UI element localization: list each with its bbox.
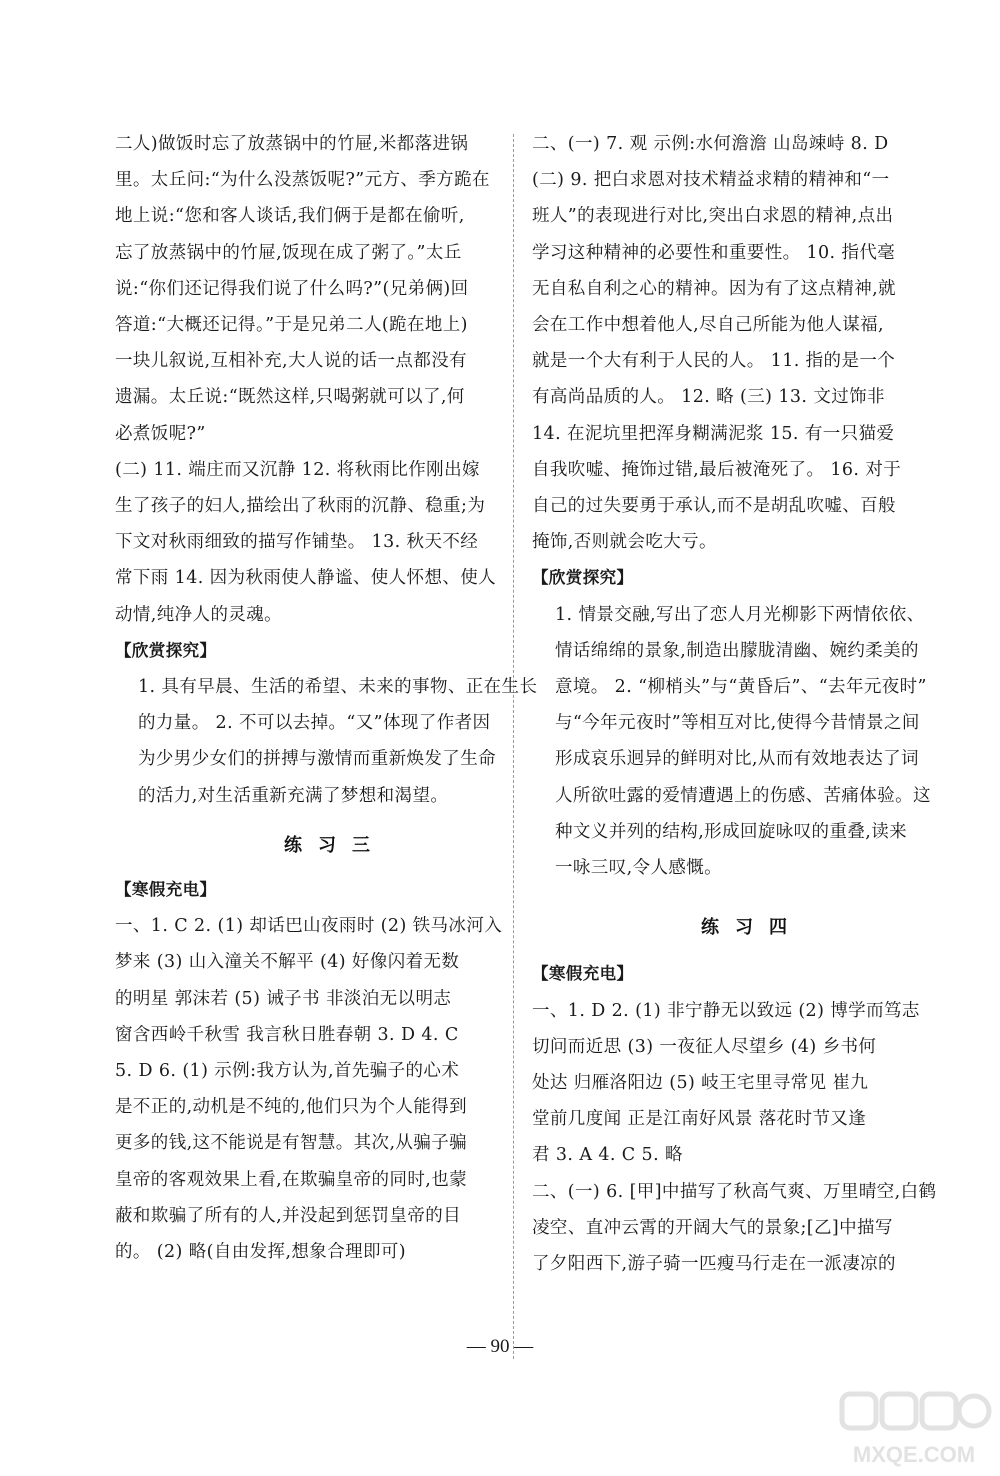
right-holiday-answers: [532, 993, 972, 1174]
text-line: 处达 归雁洛阳边 (5) 岐王宅里寻常见 崔九: [532, 1073, 869, 1094]
text-line: 人所欲吐露的爱情遭遇上的伤感、苦痛体验。这: [555, 785, 931, 806]
text-line: 下文对秋雨细致的描写作铺垫。 13. 秋天不经: [115, 532, 479, 553]
text-line: 学习这种精神的必要性和重要性。 10. 指代毫: [532, 242, 896, 263]
text-line: 梦来 (3) 山入潼关不解平 (4) 好像闪着无数: [115, 952, 460, 973]
text-line: 二人)做饭时忘了放蒸锅中的竹屉,米都落进锅: [115, 134, 469, 154]
text-line: 一咏三叹,令人感慨。: [555, 858, 723, 879]
text-line: 遗漏。太丘说:“既然这样,只喝粥就可以了,何: [115, 387, 465, 408]
text-line: 自己的过失要勇于承认,而不是胡乱吹嘘、百般: [532, 496, 896, 517]
watermark-text: MXQE.COM: [852, 1442, 976, 1467]
text-line: 是不正的,动机是不纯的,他们只为个人能得到: [115, 1097, 468, 1118]
left-appreciation-heading: 【欣赏探究】: [115, 640, 217, 660]
text-line: 更多的钱,这不能说是有智慧。其次,从骗子骗: [115, 1133, 468, 1154]
right-appreciation-heading: 【欣赏探究】: [532, 568, 634, 588]
text-line: 的。 (2) 略(自由发挥,想象合理即可): [115, 1242, 407, 1263]
text-line: 君 3. A 4. C 5. 略: [532, 1145, 683, 1166]
text-line: 无自私自利之心的精神。因为有了这点精神,就: [532, 278, 896, 299]
right-appreciation-answers: [532, 597, 972, 887]
text-line: 的明星 郭沫若 (5) 诫子书 非淡泊无以明志: [115, 988, 452, 1009]
text-line: 凌空、直冲云霄的开阔大气的景象;[乙]中描写: [532, 1217, 893, 1238]
text-line: 与“今年元夜时”等相互对比,使得今昔情景之间: [555, 713, 920, 734]
text-line: 说:“你们还记得我们说了什么吗?”(兄弟俩)回: [115, 278, 469, 299]
text-line: 为少男少女们的拼搏与激情而重新焕发了生命: [138, 749, 496, 770]
text-line: 形成哀乐迥异的鲜明对比,从而有效地表达了词: [555, 749, 919, 770]
left-holiday-heading: 【寒假充电】: [115, 880, 217, 900]
section-title-exercise-4: 练习四: [701, 917, 803, 939]
text-line: 就是一个大有利于人民的人。 11. 指的是一个: [532, 351, 896, 372]
text-line: 了夕阳西下,游子骑一匹瘦马行走在一派凄凉的: [532, 1254, 896, 1275]
text-line: 生了孩子的妇人,描绘出了秋雨的沉静、稳重;为: [115, 496, 486, 517]
text-line: 会在工作中想着他人,尽自己所能为他人谋福,: [532, 315, 885, 336]
text-line: 14. 在泥坑里把浑身糊满泥浆 15. 有一只猫爱: [532, 423, 895, 444]
text-line: 的力量。 2. 不可以去掉。“又”体现了作者因: [138, 713, 491, 734]
text-line: 班人”的表现进行对比,突出白求恩的精神,点出: [532, 206, 894, 227]
page-number: — 90 —: [466, 1336, 534, 1357]
right-part2-answers: [532, 126, 972, 560]
watermark-mark-icon: [842, 1394, 989, 1428]
text-line: 必煮饭呢?”: [115, 423, 206, 444]
continued-translation: [115, 126, 555, 452]
text-line: 地上说:“您和客人谈话,我们俩于是都在偷听,: [115, 206, 465, 227]
text-line: 常下雨 14. 因为秋雨使人静谧、使人怀想、使人: [115, 568, 497, 589]
right-part2b-answers: [532, 1174, 972, 1283]
left-holiday-answers: [115, 908, 555, 1270]
text-line: 5. D 6. (1) 示例:我方认为,首先骗子的心术: [115, 1061, 460, 1082]
text-line: 动情,纯净人的灵魂。: [115, 604, 283, 625]
text-line: 堂前几度闻 正是江南好风景 落花时节又逢: [532, 1109, 867, 1130]
right-holiday-heading: 【寒假充电】: [532, 964, 634, 984]
left-column: [115, 126, 555, 1270]
watermark-logo: [834, 1388, 994, 1472]
text-line: 自我吹嘘、掩饰过错,最后被淹死了。 16. 对于: [532, 459, 902, 480]
text-line: 忘了放蒸锅中的竹屉,饭现在成了粥了。”太丘: [115, 242, 462, 263]
text-line: 1. 情景交融,写出了恋人月光柳影下两情依依、: [555, 604, 925, 625]
section-title-exercise-3: 练习三: [284, 834, 386, 856]
text-line: 窗含西岭千秋雪 我言秋日胜春朝 3. D 4. C: [115, 1024, 459, 1045]
text-line: 情话绵绵的景象,制造出朦胧清幽、婉约柔美的: [555, 640, 919, 661]
text-line: 一、1. D 2. (1) 非宁静无以致远 (2) 博学而笃志: [532, 1000, 920, 1021]
text-line: 1. 具有早晨、生活的希望、未来的事物、正在生长: [138, 677, 538, 698]
text-line: 二、(一) 7. 观 示例:水何澹澹 山岛竦峙 8. D: [532, 134, 889, 154]
text-line: 种文义并列的结构,形成回旋咏叹的重叠,读来: [555, 821, 908, 842]
text-line: 里。太丘问:“为什么没蒸饭呢?”元方、季方跪在: [115, 170, 490, 191]
left-appreciation-answers: [115, 669, 555, 814]
text-line: 一、1. C 2. (1) 却话巴山夜雨时 (2) 铁马冰河入: [115, 916, 503, 937]
text-line: 蔽和欺骗了所有的人,并没起到惩罚皇帝的目: [115, 1205, 462, 1226]
text-line: 二、(一) 6. [甲]中描写了秋高气爽、万里晴空,白鹤: [532, 1181, 937, 1202]
text-line: (二) 11. 端庄而又沉静 12. 将秋雨比作刚出嫁: [115, 459, 480, 480]
right-column: [532, 126, 972, 1282]
text-line: 一块儿叙说,互相补充,大人说的话一点都没有: [115, 351, 468, 372]
text-line: 意境。 2. “柳梢头”与“黄昏后”、“去年元夜时”: [555, 677, 927, 698]
text-line: 有高尚品质的人。 12. 略 (三) 13. 文过饰非: [532, 387, 885, 408]
text-line: 的活力,对生活重新充满了梦想和渴望。: [138, 785, 449, 806]
left-part2-answers: [115, 452, 555, 633]
text-line: 掩饰,否则就会吃大亏。: [532, 532, 717, 553]
text-line: 切问而近思 (3) 一夜征人尽望乡 (4) 乡书何: [532, 1036, 877, 1057]
text-line: (二) 9. 把白求恩对技术精益求精的精神和“一: [532, 170, 890, 191]
text-line: 皇帝的客观效果上看,在欺骗皇帝的同时,也蒙: [115, 1169, 468, 1190]
text-line: 答道:“大概还记得。”于是兄弟二人(跪在地上): [115, 315, 468, 336]
